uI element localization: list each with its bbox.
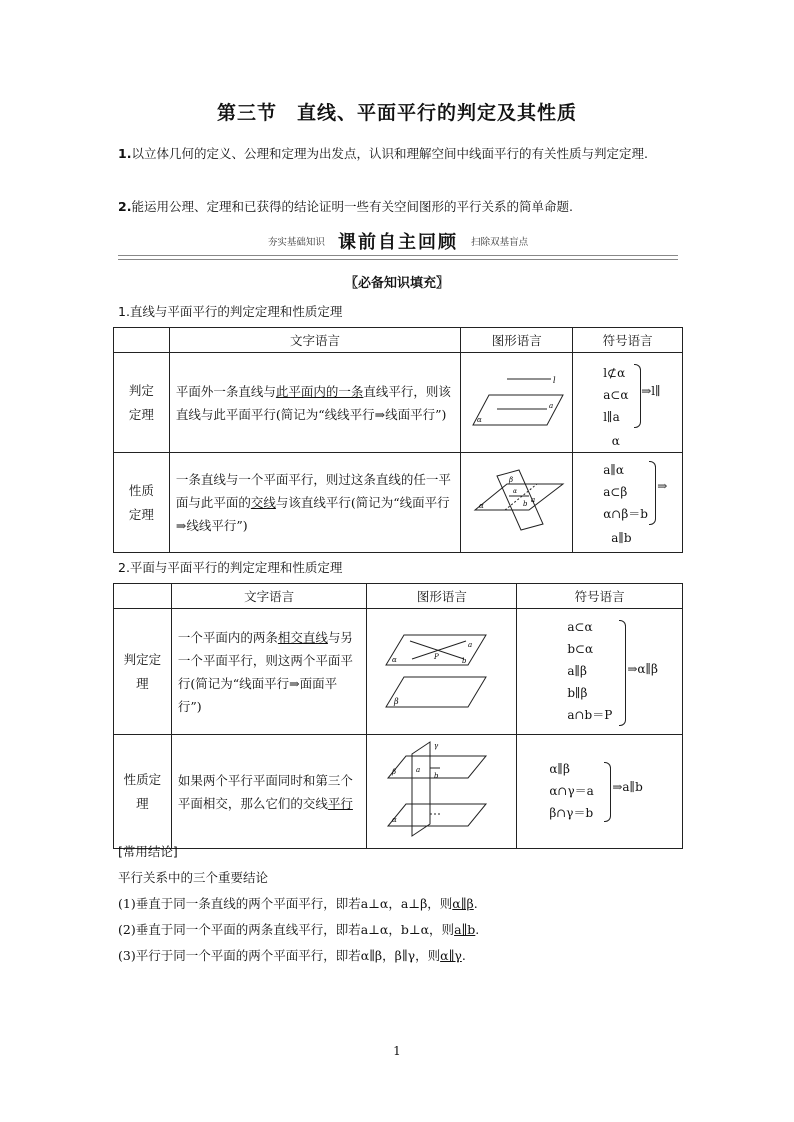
banner-right-text: 扫除双基盲点 bbox=[471, 237, 529, 248]
svg-text:b: b bbox=[522, 500, 528, 508]
table2 bbox=[113, 583, 683, 849]
table-row bbox=[114, 735, 683, 849]
goal-1 bbox=[118, 141, 678, 167]
goal-1-number: 1. bbox=[118, 146, 132, 161]
goal-2-number: 2. bbox=[118, 199, 132, 214]
row-figure bbox=[367, 735, 517, 849]
goal-1-text: 以立体几何的定义、公理和定理为出发点，认识和理解空间中线面平行的有关性质与判定定理. bbox=[131, 146, 648, 161]
row-text: 一个平面内的两条相交直线与另一个平面平行，则这两个平面平行(简记为“线面平行⇒面面平行”) bbox=[171, 609, 367, 735]
svg-text:α: α bbox=[476, 416, 482, 424]
table2-heading: 2.平面与平面平行的判定定理和性质定理 bbox=[118, 560, 343, 575]
parallel-planes-cut-figure bbox=[382, 738, 502, 842]
section-banner bbox=[118, 228, 678, 258]
conclusions-heading: 平行关系中的三个重要结论 bbox=[118, 870, 269, 885]
banner-left-text: 夯实基础知识 bbox=[267, 237, 325, 248]
page-title: 第三节 直线、平面平行的判定及其性质 bbox=[216, 102, 577, 124]
svg-text:β: β bbox=[508, 476, 513, 484]
row-label: 判定定 理 bbox=[114, 609, 172, 735]
row-figure bbox=[461, 353, 573, 453]
table1-header-symbol: 符号语言 bbox=[573, 328, 683, 353]
row-text: 如果两个平行平面同时和第三个平面相交，那么它们的交线平行 bbox=[171, 735, 367, 849]
svg-text:l: l bbox=[552, 376, 556, 385]
section-bracket-heading: 〖必备知识填充〗 bbox=[344, 276, 449, 291]
svg-text:b: b bbox=[461, 657, 467, 665]
row-symbols: l⊄α a⊂α l∥a α ⇒l∥ bbox=[573, 353, 683, 453]
row-symbols: α∥β α∩γ＝a β∩γ＝b ⇒a∥b bbox=[517, 735, 683, 849]
row-label: 性质 定理 bbox=[114, 453, 170, 553]
conclusion-item-1: (1)垂直于同一条直线的两个平面平行，即若a⊥α，a⊥β，则α∥β. bbox=[118, 896, 478, 911]
row-figure bbox=[367, 609, 517, 735]
table2-header-figure: 图形语言 bbox=[367, 584, 517, 609]
svg-text:a: a bbox=[530, 496, 535, 504]
row-symbols: a∥α a⊂β α∩β＝b a∥b ⇒ bbox=[573, 453, 683, 553]
table2-header-row bbox=[114, 584, 683, 609]
svg-text:a: a bbox=[415, 766, 421, 774]
two-plane-parallel-figure bbox=[382, 625, 502, 715]
table1-heading: 1.直线与平面平行的判定定理和性质定理 bbox=[118, 304, 343, 319]
table-row bbox=[114, 353, 683, 453]
conclusions-tag: [常用结论] bbox=[118, 844, 178, 859]
table-row bbox=[114, 609, 683, 735]
svg-text:α: α bbox=[478, 502, 484, 510]
svg-text:β: β bbox=[391, 768, 396, 776]
line-plane-parallel-figure bbox=[467, 371, 567, 431]
goal-2 bbox=[118, 194, 678, 220]
svg-text:γ: γ bbox=[433, 742, 439, 750]
table1 bbox=[113, 327, 683, 553]
goal-2-text: 能运用公理、定理和已获得的结论证明一些有关空间图形的平行关系的简单命题. bbox=[131, 199, 573, 214]
svg-text:α: α bbox=[391, 816, 397, 824]
row-label: 性质定 理 bbox=[114, 735, 172, 849]
row-text: 一条直线与一个平面平行，则过这条直线的任一平面与此平面的交线与该直线平行(简记为“线面平行⇒线线平行”) bbox=[169, 453, 460, 553]
banner-divider bbox=[118, 255, 678, 260]
table1-header-text: 文字语言 bbox=[169, 328, 460, 353]
plane-intersection-figure bbox=[467, 466, 567, 536]
conclusion-item-3: (3)平行于同一个平面的两个平面平行，即若α∥β，β∥γ，则α∥γ. bbox=[118, 948, 466, 963]
svg-text:α: α bbox=[391, 656, 397, 664]
svg-text:b: b bbox=[433, 772, 439, 780]
banner-main-text: 课前自主回顾 bbox=[338, 232, 458, 253]
svg-text:a: a bbox=[548, 402, 553, 410]
svg-text:β: β bbox=[393, 697, 399, 706]
row-text: 平面外一条直线与此平面内的一条直线平行，则该直线与此平面平行(简记为“线线平行⇒线面平行”) bbox=[169, 353, 460, 453]
row-symbols: a⊂α b⊂α a∥β b∥β a∩b＝P ⇒α∥β bbox=[517, 609, 683, 735]
table-row bbox=[114, 453, 683, 553]
row-figure bbox=[461, 453, 573, 553]
row-label: 判定 定理 bbox=[114, 353, 170, 453]
table1-header-figure: 图形语言 bbox=[461, 328, 573, 353]
conclusion-item-2: (2)垂直于同一个平面的两条直线平行，即若a⊥α，b⊥α，则a∥b. bbox=[118, 922, 480, 937]
table2-header-symbol: 符号语言 bbox=[517, 584, 683, 609]
svg-text:α: α bbox=[512, 488, 517, 495]
svg-text:a: a bbox=[467, 641, 473, 649]
table1-header-row bbox=[114, 328, 683, 353]
page-number: 1 bbox=[393, 1044, 401, 1058]
table2-header-text: 文字语言 bbox=[171, 584, 367, 609]
svg-text:P: P bbox=[433, 653, 439, 661]
